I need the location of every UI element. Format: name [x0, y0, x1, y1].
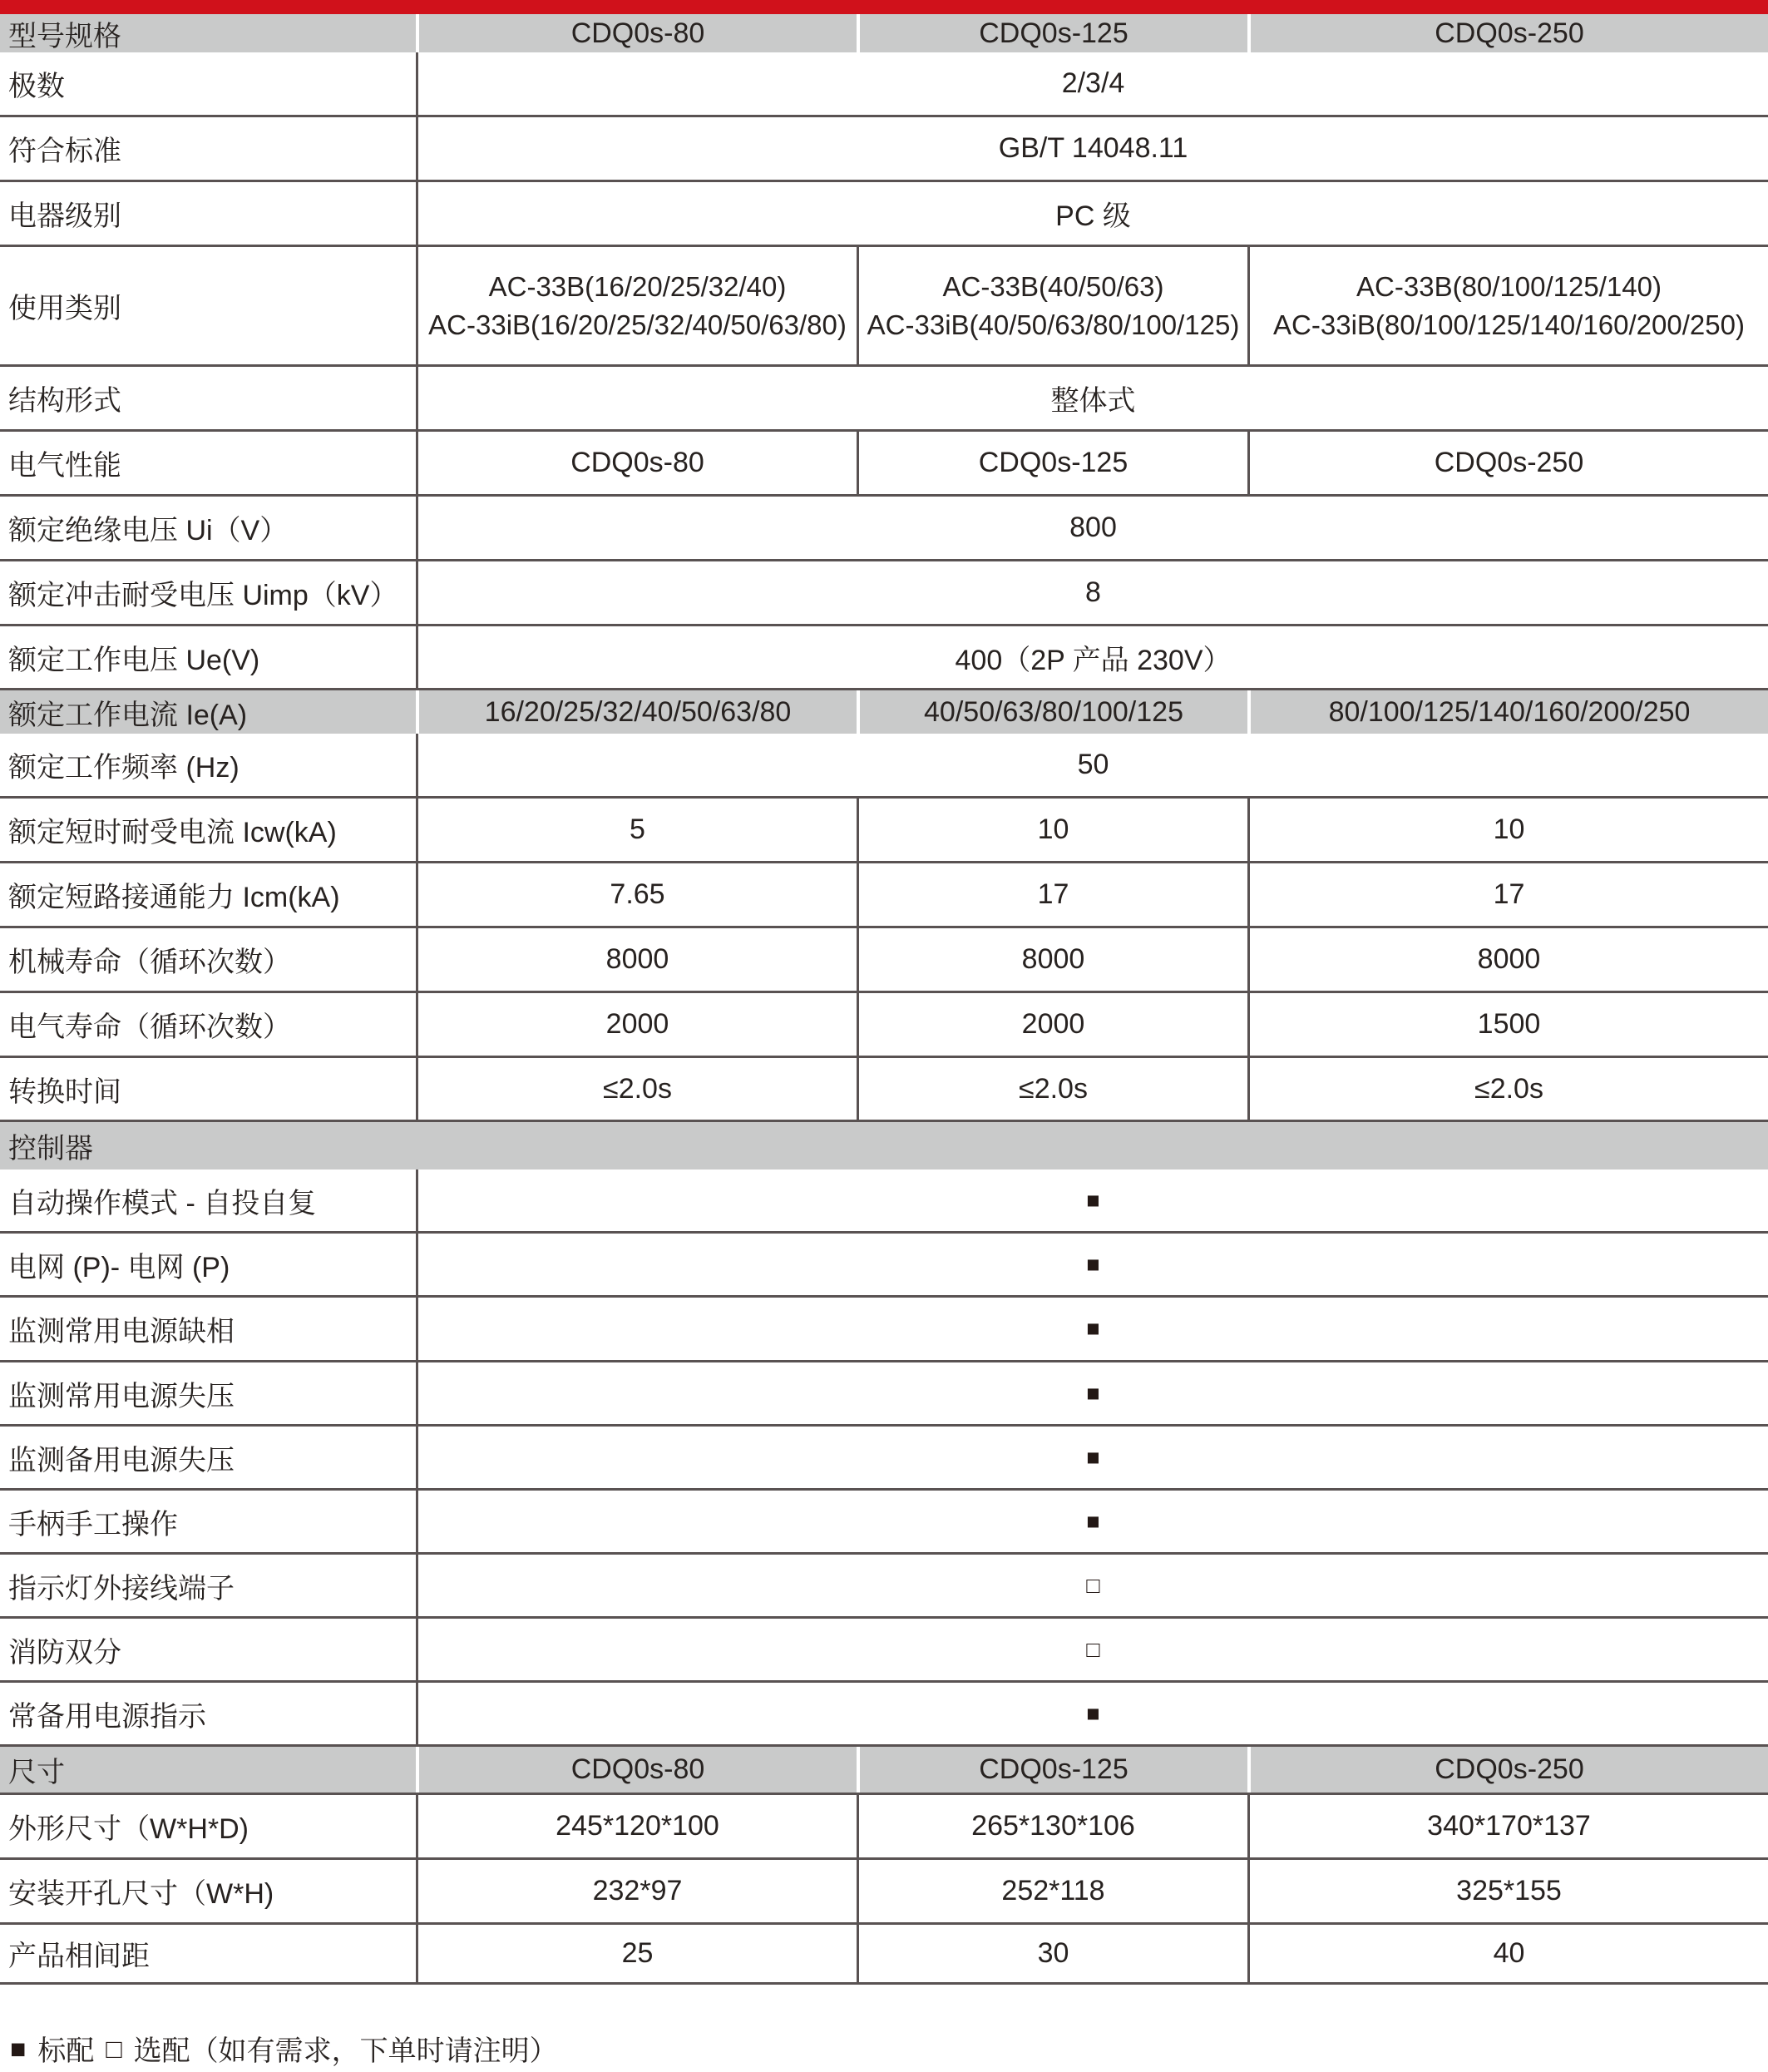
table-row-elec-life — [0, 993, 1768, 1058]
time-cell-2: ≤2.0s — [857, 1058, 1247, 1120]
spacing-cell-2: 30 — [857, 1925, 1247, 1982]
filled-square-marker: ■ — [1086, 1380, 1100, 1406]
icm-cell-1: 7.65 — [416, 863, 857, 926]
ie-cell-2: 40/50/63/80/100/125 — [857, 690, 1247, 734]
table-row-outline-size — [0, 1795, 1768, 1860]
row-value: GB/T 14048.11 — [416, 117, 1768, 180]
row-label: 额定冲击耐受电压 Uimp（kV） — [8, 580, 398, 611]
row-label: 结构形式 — [8, 385, 121, 417]
row-label: 安装开孔尺寸（W*H) — [8, 1878, 274, 1910]
filled-square-marker: ■ — [1086, 1444, 1100, 1470]
table-row-frequency — [0, 734, 1768, 799]
row-value: 50 — [416, 734, 1768, 796]
filled-square-marker: ■ — [1086, 1508, 1100, 1534]
table-row-poles — [0, 52, 1768, 117]
elec-cell-3: 1500 — [1247, 993, 1768, 1056]
utilization-line: AC-33B(80/100/125/140) — [1356, 270, 1662, 302]
row-label: 额定工作电流 Ie(A) — [0, 690, 416, 734]
table-row-structure — [0, 367, 1768, 432]
mech-cell-2: 8000 — [857, 928, 1247, 991]
header-model-3: CDQ0s-250 — [1247, 14, 1768, 52]
filled-square-legend-icon: ■ — [10, 2033, 27, 2064]
spacing-cell-3: 40 — [1247, 1925, 1768, 1982]
cell-model-3: CDQ0s-250 — [1247, 432, 1768, 494]
size-cell-1: 245*120*100 — [416, 1795, 857, 1857]
hollow-square-marker: □ — [1086, 1572, 1100, 1598]
dimensions-label: 尺寸 — [0, 1747, 416, 1793]
cutout-cell-2: 252*118 — [857, 1860, 1247, 1922]
mech-cell-1: 8000 — [416, 928, 857, 991]
cell-model-1: CDQ0s-80 — [416, 432, 857, 494]
row-label: 电气性能 — [8, 450, 121, 482]
icw-cell-1: 5 — [416, 799, 857, 861]
utilization-line: AC-33iB(16/20/25/32/40/50/63/80) — [428, 309, 847, 340]
row-label: 额定短路接通能力 Icm(kA) — [8, 882, 340, 913]
mech-cell-3: 8000 — [1247, 928, 1768, 991]
header-model-2: CDQ0s-125 — [857, 14, 1247, 52]
table-row-manual-handle — [0, 1491, 1768, 1555]
marker-cell — [416, 1234, 1768, 1295]
elec-cell-2: 2000 — [857, 993, 1247, 1056]
marker-cell — [416, 1427, 1768, 1488]
dim-model-1: CDQ0s-80 — [416, 1747, 857, 1793]
table-row-class — [0, 182, 1768, 247]
row-label: 额定工作电压 Ue(V) — [8, 644, 260, 676]
marker-cell — [416, 1298, 1768, 1360]
time-cell-3: ≤2.0s — [1247, 1058, 1768, 1120]
legend-optional-label: 选配（如有需求，下单时请注明） — [133, 2035, 558, 2067]
table-row-icm — [0, 863, 1768, 928]
row-label: 消防双分 — [8, 1636, 121, 1669]
table-row-indicator-terminal — [0, 1555, 1768, 1619]
row-label: 机械寿命（循环次数） — [8, 947, 291, 978]
row-label: 额定绝缘电压 Ui（V） — [8, 515, 289, 546]
row-label: 监测常用电源缺相 — [8, 1316, 235, 1348]
spec-table — [0, 14, 1768, 1985]
marker-cell — [416, 1683, 1768, 1744]
size-cell-3: 340*170*137 — [1247, 1795, 1768, 1857]
table-row-ue — [0, 626, 1768, 690]
utilization-cell-2 — [857, 247, 1247, 364]
filled-square-marker: ■ — [1086, 1700, 1100, 1726]
section-row-dimensions — [0, 1747, 1768, 1795]
utilization-cell-1 — [416, 247, 857, 364]
row-label: 电网 (P)- 电网 (P) — [8, 1251, 230, 1283]
icm-cell-2: 17 — [857, 863, 1247, 926]
table-row-uimp — [0, 561, 1768, 626]
row-value: PC 级 — [416, 182, 1768, 245]
accent-red-bar — [0, 0, 1768, 14]
time-cell-1: ≤2.0s — [416, 1058, 857, 1120]
utilization-line: AC-33iB(80/100/125/140/160/200/250) — [1273, 309, 1745, 340]
table-row-transfer-time — [0, 1058, 1768, 1122]
spacing-cell-1: 25 — [416, 1925, 857, 1982]
cutout-cell-3: 325*155 — [1247, 1860, 1768, 1922]
row-label: 额定短时耐受电流 Icw(kA) — [8, 817, 337, 848]
cell-model-2: CDQ0s-125 — [857, 432, 1247, 494]
row-value: 8 — [416, 561, 1768, 624]
elec-cell-1: 2000 — [416, 993, 857, 1056]
row-label: 监测常用电源失压 — [8, 1380, 235, 1412]
row-value: 400（2P 产品 230V） — [416, 626, 1768, 688]
icm-cell-3: 17 — [1247, 863, 1768, 926]
table-row-standard — [0, 117, 1768, 182]
table-row-ie-gray — [0, 690, 1768, 734]
table-row-utilization — [0, 247, 1768, 367]
section-label: 控制器 — [0, 1122, 1768, 1170]
row-label: 电气寿命（循环次数） — [8, 1011, 291, 1043]
row-label: 产品相间距 — [8, 1941, 150, 1972]
row-label: 转换时间 — [8, 1076, 121, 1108]
utilization-line: AC-33B(16/20/25/32/40) — [488, 270, 787, 302]
row-label: 手柄手工操作 — [8, 1508, 178, 1540]
table-row-monitor-main-undervoltage — [0, 1362, 1768, 1427]
row-label: 指示灯外接线端子 — [8, 1572, 235, 1605]
table-row-auto-mode — [0, 1170, 1768, 1234]
dim-model-3: CDQ0s-250 — [1247, 1747, 1768, 1793]
icw-cell-3: 10 — [1247, 799, 1768, 861]
legend-footer — [0, 2028, 1768, 2069]
marker-cell — [416, 1362, 1768, 1424]
table-row-icw — [0, 799, 1768, 863]
filled-square-marker: ■ — [1086, 1251, 1100, 1277]
utilization-line: AC-33iB(40/50/63/80/100/125) — [867, 309, 1240, 340]
row-label: 常备用电源指示 — [8, 1700, 206, 1733]
row-label: 符合标准 — [8, 136, 121, 167]
hollow-square-marker: □ — [1086, 1636, 1100, 1662]
utilization-cell-3 — [1247, 247, 1768, 364]
row-label: 外形尺寸（W*H*D) — [8, 1813, 249, 1845]
ie-cell-3: 80/100/125/140/160/200/250 — [1247, 690, 1768, 734]
hollow-square-legend-icon: □ — [106, 2033, 122, 2064]
table-row-mech-life — [0, 928, 1768, 993]
row-label: 电器级别 — [8, 200, 121, 232]
filled-square-marker: ■ — [1086, 1187, 1100, 1213]
table-row-source-indication — [0, 1683, 1768, 1747]
legend-standard-label: 标配 — [37, 2035, 95, 2067]
row-label: 自动操作模式 - 自投自复 — [8, 1187, 317, 1219]
dim-model-2: CDQ0s-125 — [857, 1747, 1247, 1793]
row-label: 极数 — [8, 71, 65, 102]
table-row-monitor-backup-undervoltage — [0, 1427, 1768, 1491]
marker-cell — [416, 1491, 1768, 1552]
size-cell-2: 265*130*106 — [857, 1795, 1247, 1857]
table-row-grid-grid — [0, 1234, 1768, 1298]
row-value: 2/3/4 — [416, 52, 1768, 115]
marker-cell — [416, 1555, 1768, 1616]
table-header-row — [0, 14, 1768, 52]
table-row-cutout-size — [0, 1860, 1768, 1925]
row-label: 额定工作频率 (Hz) — [8, 752, 240, 784]
utilization-line: AC-33B(40/50/63) — [942, 270, 1164, 302]
marker-cell — [416, 1619, 1768, 1680]
marker-cell — [416, 1170, 1768, 1231]
table-row-phase-spacing — [0, 1925, 1768, 1985]
row-value: 整体式 — [416, 367, 1768, 429]
row-label: 监测备用电源失压 — [8, 1444, 235, 1476]
table-row-ui — [0, 497, 1768, 561]
ie-cell-1: 16/20/25/32/40/50/63/80 — [416, 690, 857, 734]
cutout-cell-1: 232*97 — [416, 1860, 857, 1922]
header-model-1: CDQ0s-80 — [416, 14, 857, 52]
section-row-controller — [0, 1122, 1768, 1170]
row-value: 800 — [416, 497, 1768, 559]
table-row-electrical-performance — [0, 432, 1768, 497]
header-label: 型号规格 — [0, 14, 416, 52]
filled-square-marker: ■ — [1086, 1316, 1100, 1341]
table-row-monitor-phase-loss — [0, 1298, 1768, 1362]
icw-cell-2: 10 — [857, 799, 1247, 861]
table-row-fire-double-off — [0, 1619, 1768, 1683]
row-label: 使用类别 — [8, 293, 121, 324]
